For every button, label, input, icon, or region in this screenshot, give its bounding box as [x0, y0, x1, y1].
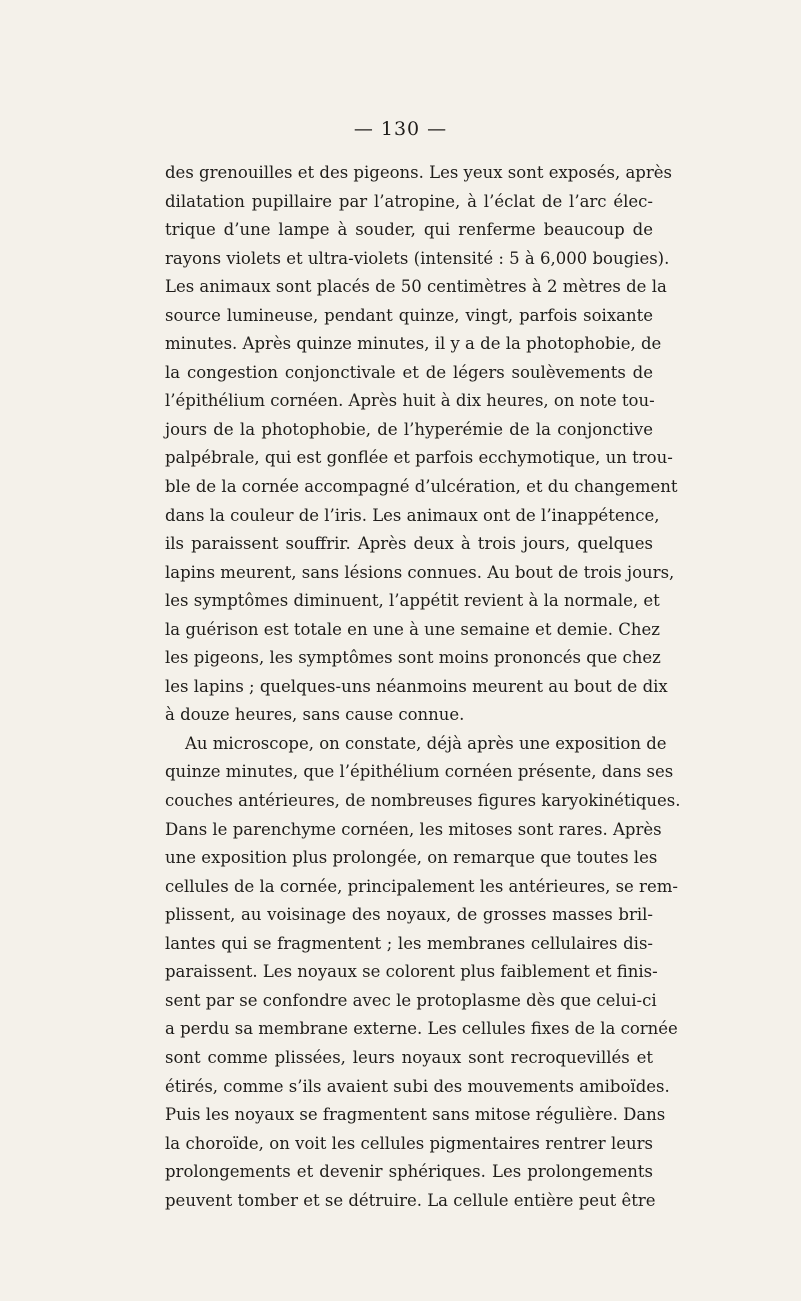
text-line: à douze heures, sans cause connue. [165, 705, 465, 725]
body-text [165, 159, 681, 1215]
text-line: ble de la cornée accompagné d’ulcération, et du changement [165, 477, 678, 497]
text-line: la guérison est totale en une à une semaine et demie. Chez [165, 619, 660, 639]
text-line: plissent, au voisinage des noyaux, de grosses masses bril- [165, 905, 653, 925]
text-line: sont comme plissées, leurs noyaux sont recroquevillés et [165, 1047, 653, 1067]
text-line: Au microscope, on constate, déjà après une exposition de [185, 733, 667, 753]
text-line: a perdu sa membrane externe. Les cellules fixes de la cornée [165, 1019, 678, 1039]
text-line: dilatation pupillaire par l’atropine, à l’éclat de l’arc élec- [165, 191, 653, 211]
text-line: sent par se confondre avec le protoplasme dès que celui-ci [165, 990, 657, 1010]
text-line: lantes qui se fragmentent ; les membranes cellulaires dis- [165, 933, 653, 953]
text-line: couches antérieures, de nombreuses figures karyokinétiques. [165, 791, 681, 811]
text-line: ils paraissent souffrir. Après deux à trois jours, quelques [165, 534, 653, 554]
text-line: les pigeons, les symptômes sont moins prononcés que chez [165, 648, 661, 668]
page-number: — 130 — [353, 118, 448, 140]
text-line: lapins meurent, sans lésions connues. Au bout de trois jours, [165, 562, 675, 582]
text-line: jours de la photophobie, de l’hyperémie de la conjonctive [165, 419, 653, 439]
text-line: minutes. Après quinze minutes, il y a de la photophobie, de [165, 334, 662, 354]
text-line: Les animaux sont placés de 50 centimètres à 2 mètres de la [165, 277, 667, 297]
text-line: rayons violets et ultra-violets (intensité : 5 à 6,000 bougies). [165, 248, 670, 268]
text-line: la congestion conjonctivale et de légers soulèvements de [165, 362, 653, 382]
text-line: cellules de la cornée, principalement les antérieures, se rem- [165, 876, 678, 896]
text-line: une exposition plus prolongée, on remarque que toutes les [165, 848, 658, 868]
text-line: Dans le parenchyme cornéen, les mitoses sont rares. Après [165, 819, 662, 839]
text-line: des grenouilles et des pigeons. Les yeux sont exposés, après [165, 163, 672, 182]
text-line: source lumineuse, pendant quinze, vingt, parfois soixante [165, 305, 653, 325]
text-line: l’épithélium cornéen. Après huit à dix heures, on note tou- [165, 391, 655, 411]
text-line: paraissent. Les noyaux se colorent plus faiblement et finis- [165, 962, 658, 982]
text-line: dans la couleur de l’iris. Les animaux ont de l’inappétence, [165, 505, 660, 525]
text-line: étirés, comme s’ils avaient subi des mouvements amiboïdes. [165, 1076, 670, 1096]
text-line: quinze minutes, que l’épithélium cornéen présente, dans ses [165, 762, 674, 782]
text-line: Puis les noyaux se fragmentent sans mitose régulière. Dans [165, 1105, 666, 1125]
text-line: les symptômes diminuent, l’appétit revient à la normale, et [165, 591, 660, 611]
text-line: trique d’une lampe à souder, qui renferme beaucoup de [165, 220, 653, 240]
text-line: la choroïde, on voit les cellules pigmentaires rentrer leurs [165, 1133, 653, 1153]
text-line: palpébrale, qui est gonflée et parfois ecchymotique, un trou- [165, 448, 673, 468]
text-line: les lapins ; quelques-uns néanmoins meurent au bout de dix [165, 676, 668, 696]
text-line: peuvent tomber et se détruire. La cellule entière peut être [165, 1190, 656, 1210]
text-line: prolongements et devenir sphériques. Les prolongements [165, 1162, 653, 1182]
